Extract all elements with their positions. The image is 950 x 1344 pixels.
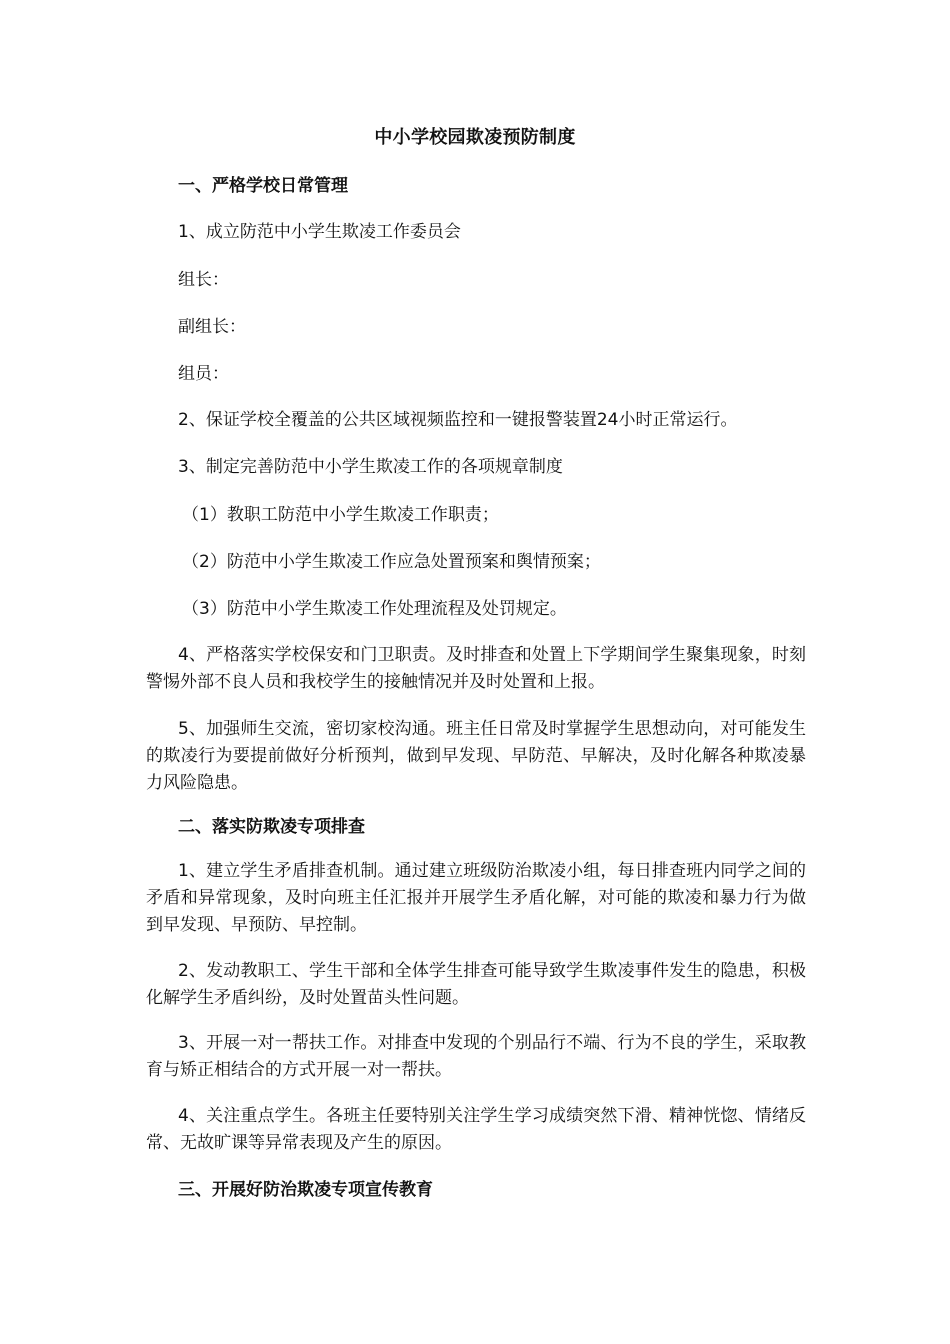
list-item: 3、制定完善防范中小学生欺凌工作的各项规章制度 xyxy=(178,457,563,477)
list-item: （2）防范中小学生欺凌工作应急处置预案和舆情预案； xyxy=(182,552,601,572)
paragraph: 4、关注重点学生。各班主任要特别关注学生学习成绩突然下滑、精神恍惚、情绪反常、无故旷课等异常表现及产生的原因。 xyxy=(146,1106,806,1153)
paragraph: 1、建立学生矛盾排查机制。通过建立班级防治欺凌小组，每日排查班内同学之间的矛盾和异常现象，及时向班主任汇报并开展学生矛盾化解，对可能的欺凌和暴力行为做到早发现、早预防、早控制。 xyxy=(146,861,806,935)
paragraph: 3、开展一对一帮扶工作。对排查中发现的个别品行不端、行为不良的学生，采取教育与矫正相结合的方式开展一对一帮扶。 xyxy=(146,1033,806,1080)
section-heading-1: 一、严格学校日常管理 xyxy=(178,176,348,196)
list-item: 组长： xyxy=(178,270,229,290)
list-item: （1）教职工防范中小学生欺凌工作职责； xyxy=(182,505,499,525)
list-item: 副组长： xyxy=(178,317,246,337)
document-title: 中小学校园欺凌预防制度 xyxy=(374,127,576,148)
paragraph: 5、加强师生交流，密切家校沟通。班主任日常及时掌握学生思想动向，对可能发生的欺凌行为要提前做好分析预判，做到早发现、早防范、早解决，及时化解各种欺凌暴力风险隐患。 xyxy=(146,719,806,793)
list-item: 组员： xyxy=(178,364,229,384)
list-item: 1、成立防范中小学生欺凌工作委员会 xyxy=(178,222,461,242)
paragraph: 4、严格落实学校保安和门卫职责。及时排查和处置上下学期间学生聚集现象，时刻警惕外部不良人员和我校学生的接触情况并及时处置和上报。 xyxy=(146,645,806,692)
section-heading-2: 二、落实防欺凌专项排查 xyxy=(178,817,365,837)
section-heading-3: 三、开展好防治欺凌专项宣传教育 xyxy=(178,1180,433,1200)
paragraph: 2、发动教职工、学生干部和全体学生排查可能导致学生欺凌事件发生的隐患，积极化解学生矛盾纠纷，及时处置苗头性问题。 xyxy=(146,961,806,1008)
list-item: （3）防范中小学生欺凌工作处理流程及处罚规定。 xyxy=(182,599,567,619)
list-item: 2、保证学校全覆盖的公共区域视频监控和一键报警装置24小时正常运行。 xyxy=(178,410,738,430)
